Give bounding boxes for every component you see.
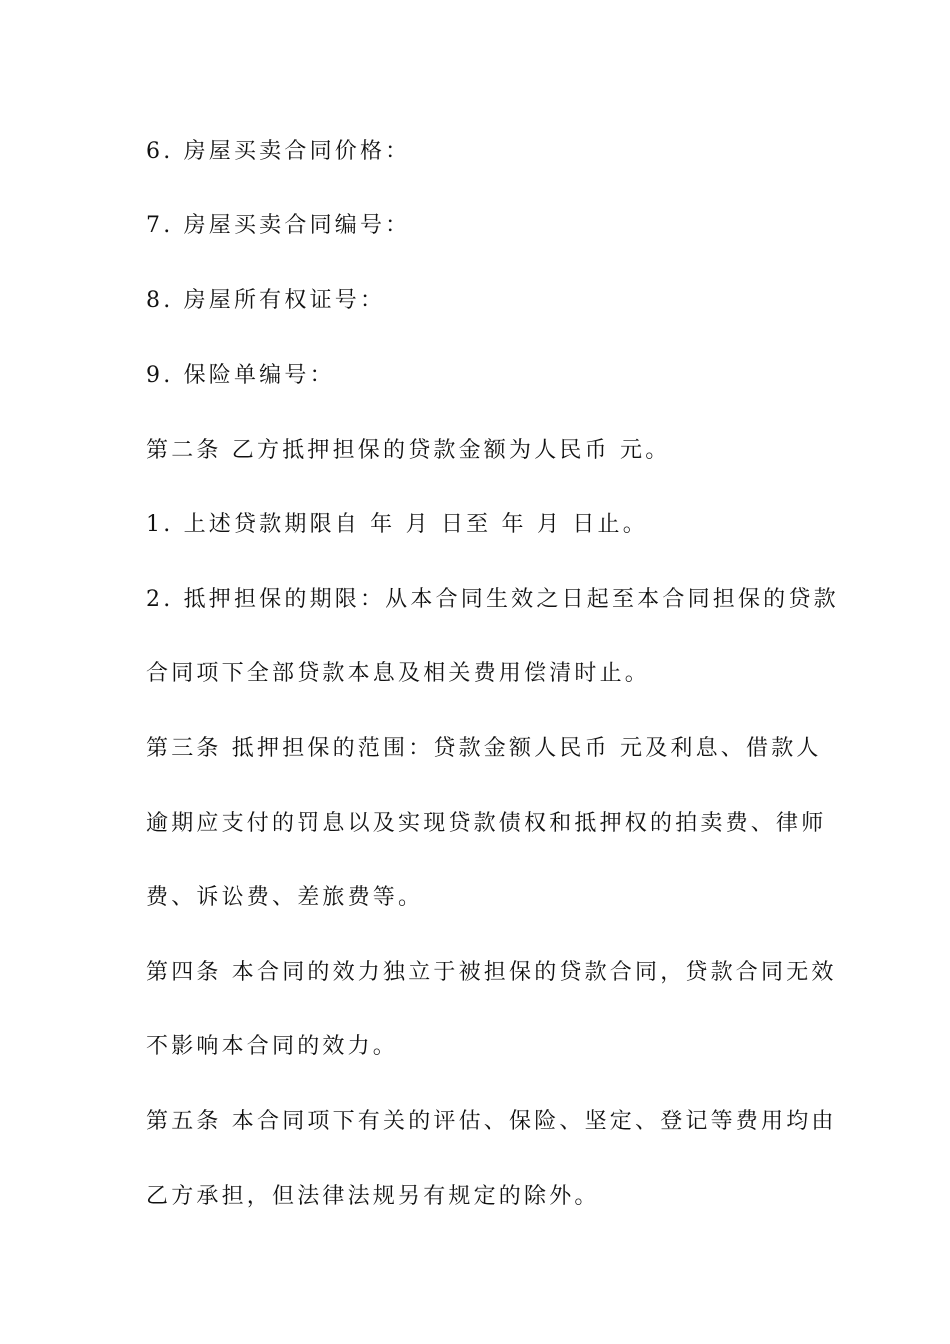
item-7-house-sale-contract-number: 7. 房屋买卖合同编号： [146, 213, 411, 238]
article-5-fees-line-1: 第五条 本合同项下有关的评估、保险、坚定、登记等费用均由 [146, 1109, 837, 1134]
clause-1-loan-term: 1. 上述贷款期限自 年 月 日至 年 月 日止。 [146, 512, 648, 537]
article-2-loan-amount: 第二条 乙方抵押担保的贷款金额为人民币 元。 [146, 438, 671, 463]
item-9-insurance-policy-number: 9. 保险单编号： [146, 363, 335, 388]
item-8-property-certificate-number: 8. 房屋所有权证号： [146, 288, 386, 313]
clause-2-mortgage-term-line-1: 2. 抵押担保的期限：从本合同生效之日起至本合同担保的贷款 [146, 587, 839, 612]
article-4-validity-line-2: 不影响本合同的效力。 [146, 1034, 399, 1059]
article-4-validity-line-1: 第四条 本合同的效力独立于被担保的贷款合同，贷款合同无效 [146, 960, 837, 985]
clause-2-mortgage-term-line-2: 合同项下全部贷款本息及相关费用偿清时止。 [146, 661, 651, 686]
article-3-scope-line-2: 逾期应支付的罚息以及实现贷款债权和抵押权的拍卖费、律师 [146, 811, 827, 836]
article-3-scope-line-3: 费、诉讼费、差旅费等。 [146, 885, 424, 910]
article-5-fees-line-2: 乙方承担，但法律法规另有规定的除外。 [146, 1184, 600, 1209]
item-6-house-sale-contract-price: 6. 房屋买卖合同价格： [146, 139, 411, 164]
article-3-scope-line-1: 第三条 抵押担保的范围：贷款金额人民币 元及利息、借款人 [146, 736, 822, 761]
